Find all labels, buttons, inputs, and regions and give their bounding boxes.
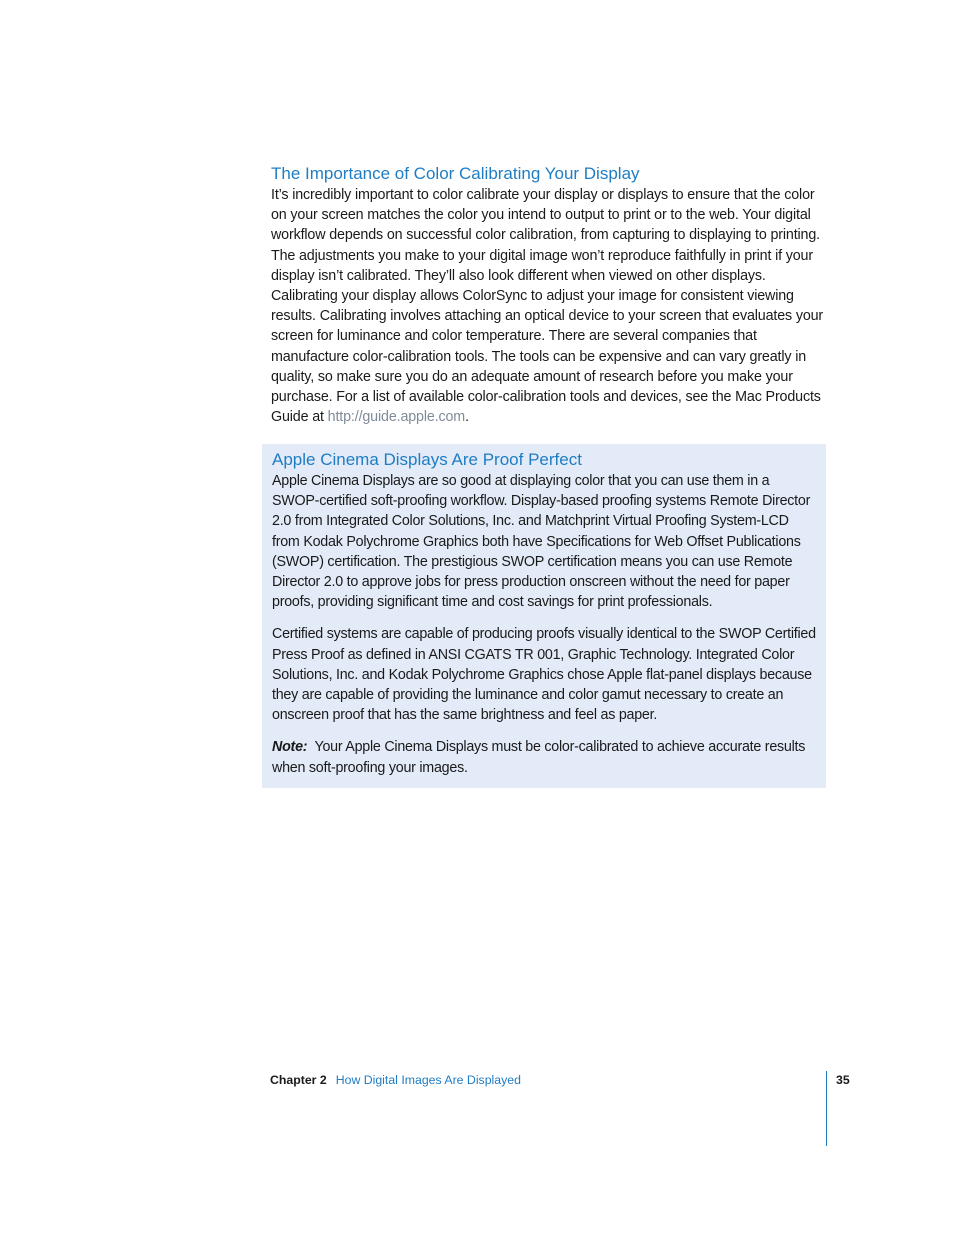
sidebar-paragraph-1: Apple Cinema Displays are so good at displaying color that you can use them in a SWOP-certified soft-proofing workflow. Display-based proofing systems Remote Director 2.0 from Integrated Color Solutions, Inc. and Matchprint Virtual Proofing System-LCD from Kodak Polychrome Graphics both have Specifications for Web Offset Publications (SWOP) certification. The prestigious SWOP certification means you can use Remote Director 2.0 to approve jobs for press production onscreen without the need for paper proofs, providing significant time and cost savings for print professionals.	[272, 473, 811, 611]
note-text: Your Apple Cinema Displays must be color-calibrated to achieve accurate results when soft-proofing your images.	[272, 739, 806, 776]
chapter-label: Chapter 2	[270, 1073, 327, 1087]
page-number: 35	[836, 1073, 850, 1087]
guide-link[interactable]: http://guide.apple.com	[327, 409, 466, 426]
body-text: It’s incredibly important to color calibrate your display or displays to ensure that the color on your screen matches the color you intend to output to print or to the web. Your digital workflow depends on successful color calibration, from capturing to displaying to printing. The adjustments you make to your digital image won’t reproduce faithfully in print if your display isn’t calibrated. They’ll also look different when viewed on other displays. Calibrating your display allows ColorSync to adjust your image for consistent viewing results. Calibrating involves attaching an optical device to your screen that evaluates your screen for luminance and color temperature. There are several companies that manufacture color-calibration tools. The tools can be expensive and can vary greatly in quality, so make sure you do an adequate amount of research before you make your purchase. For a list of available color-calibration tools and devices, see the Mac Products Guide at	[271, 187, 824, 426]
sidebar-box	[262, 444, 826, 788]
sidebar-note	[272, 737, 818, 777]
section-color-calibration	[271, 163, 827, 427]
section-heading: The Importance of Color Calibrating Your Display	[271, 164, 640, 183]
footer-divider	[826, 1071, 827, 1146]
sidebar-paragraph-2: Certified systems are capable of producing proofs visually identical to the SWOP Certified Press Proof as defined in ANSI CGATS TR 001, Graphic Technology. Integrated Color Solutions, Inc. and Kodak Polychrome Graphics chose Apple flat-panel displays because they are capable of providing the luminance and color gamut necessary to create an onscreen proof that has the same brightness and feel as paper.	[272, 626, 816, 724]
body-end: .	[465, 409, 469, 426]
note-label: Note:	[272, 739, 308, 756]
page-footer	[270, 1072, 521, 1089]
chapter-title: How Digital Images Are Displayed	[335, 1073, 521, 1087]
sidebar-heading: Apple Cinema Displays Are Proof Perfect	[272, 450, 582, 469]
section-body	[271, 185, 827, 427]
